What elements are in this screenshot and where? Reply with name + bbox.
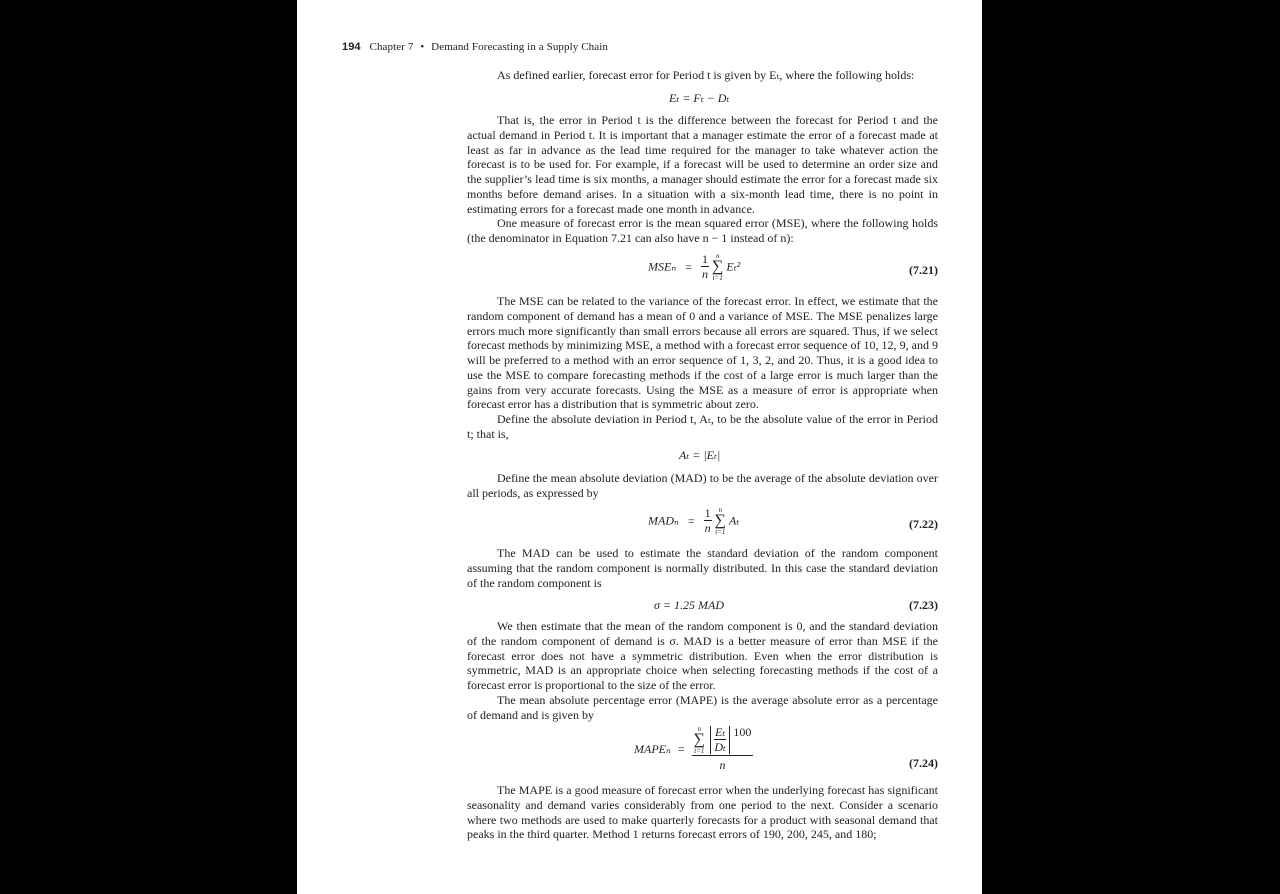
equation-number: (7.21) [909,263,938,277]
paragraph: The MSE can be related to the variance of the forecast error. In effect, we estimate that the random component of demand has a mean of 0 and a variance of MSE. The MSE penalizes large errors much more significantly than small errors because all errors are squared. Thus, if we select forecast methods by minimizing MSE, a method with a forecast error sequence of 10, 12, 9, and 9 will be preferred to a method with an error sequence of 1, 3, 2, and 20. Thus, it is a good idea to use the MSE to compare forecasting methods if the cost of a large error is much larger than the gains from very accurate forecasts. Using the MSE as a measure of error is appropriate when forecast error has a distribution that is symmetric about zero. [467,294,938,412]
paragraph: We then estimate that the mean of the random component is 0, and the standard deviation of the random component of demand is σ. MAD is a better measure of error than MSE if the forecast error does not have a symmetric distribution. Even when the error distribution is symmetric, MAD is an appropriate choice when selecting forecasting methods if the cost of a forecast error is proportional to the size of the error. [467,619,938,692]
equation-sigma: σ = 1.25 MAD [654,598,725,612]
mad-numerator: 1 [704,506,711,520]
sum-symbol: ∑ [711,258,724,275]
mape-fraction [692,725,754,774]
mse-summation [712,252,723,282]
mape-factor: 100 [733,725,752,739]
mad-sum-bottom: t=1 [715,528,726,536]
mape-numerator [692,725,754,756]
mad-summation [715,506,726,536]
mse-sum-top: n [715,252,720,260]
paragraph: One measure of forecast error is the mean squared error (MSE), where the following holds (the denominator in Equation 7.21 can also have n − 1 instead of n): [467,216,938,245]
mse-sum-bottom: t=1 [712,274,723,282]
mse-numerator: 1 [701,252,708,266]
mape-equals: = [677,742,685,756]
sum-symbol: ∑ [714,512,727,529]
paragraph: The mean absolute percentage error (MAPE) is the average absolute error as a percentage of demand and is given by [467,693,938,722]
page-number: 194 [342,41,361,53]
paragraph: The MAD can be used to estimate the standard deviation of the random component assuming that the random component is normally distributed. In this case the standard deviation of the random component is [467,546,938,590]
mape-denominator: n [719,758,726,772]
mad-sum-top: n [718,506,723,514]
equation-number: (7.22) [909,517,938,531]
abs-bar-left [710,726,711,754]
mape-sum-top: n [697,725,702,733]
mape-inner-numerator: Eₜ [715,725,726,739]
mad-term: Aₜ [729,513,740,528]
mse-equals: = [685,259,692,274]
mape-inner-fraction [714,726,726,754]
mad-fraction [704,507,712,535]
chapter-label: Chapter 7 [369,41,414,53]
paragraph: The MAPE is a good measure of forecast error when the underlying forecast has significant seasonality and demand varies considerably from one period to the next. Consider a scenario where two methods are used to make quarterly forecasts for a product with seasonal demand that peaks in the third quarter. Method 1 returns forecast errors of 190, 200, 245, and 180; [467,783,938,842]
mad-equals: = [687,513,695,528]
chapter-title: Demand Forecasting in a Supply Chain [431,41,608,53]
mse-fraction [701,253,709,281]
equation-mad [648,506,739,536]
mse-lhs: MSEₙ [648,259,677,274]
equation-number: (7.24) [909,756,938,770]
mape-summation [694,725,705,755]
mape-sum-bottom: t=1 [694,747,705,755]
mad-denominator: n [704,521,711,535]
sum-symbol: ∑ [693,731,706,748]
abs-bar-right [729,726,730,754]
paragraph: Define the absolute deviation in Period t, Aₜ, to be the absolute value of the error in Period t; that is, [467,412,938,441]
mape-inner-denominator: Dₜ [714,740,726,754]
equation-mape [634,725,753,774]
equation-error: Eₜ = Fₜ − Dₜ [669,91,730,105]
document-page [297,0,982,894]
paragraph: As defined earlier, forecast error for Period t is given by Eₜ, where the following holds: [497,68,915,82]
paragraph: Define the mean absolute deviation (MAD) to be the average of the absolute deviation over all periods, as expressed by [467,471,938,500]
equation-absolute-deviation: Aₜ = |Eₜ| [679,448,721,462]
equation-mse [648,252,740,282]
mape-lhs: MAPEₙ [634,742,671,756]
header-separator: • [420,41,425,53]
paragraph: That is, the error in Period t is the difference between the forecast for Period t and the actual demand in Period t. It is important that a manager estimate the error of a forecast made at least as far in advance as the lead time required for the manager to take whatever action the forecast is to be used for. For example, if a forecast will be used to determine an order size and the supplier’s lead time is six months, a manager should estimate the error for a forecast made six months before demand arises. In a situation with a six-month lead time, there is no point in estimating errors for a forecast made one month in advance. [467,113,938,216]
mse-term: Eₜ² [726,259,741,274]
page-header [342,41,608,53]
mad-lhs: MADₙ [648,513,679,528]
equation-number: (7.23) [909,598,938,612]
mse-denominator: n [701,267,708,281]
